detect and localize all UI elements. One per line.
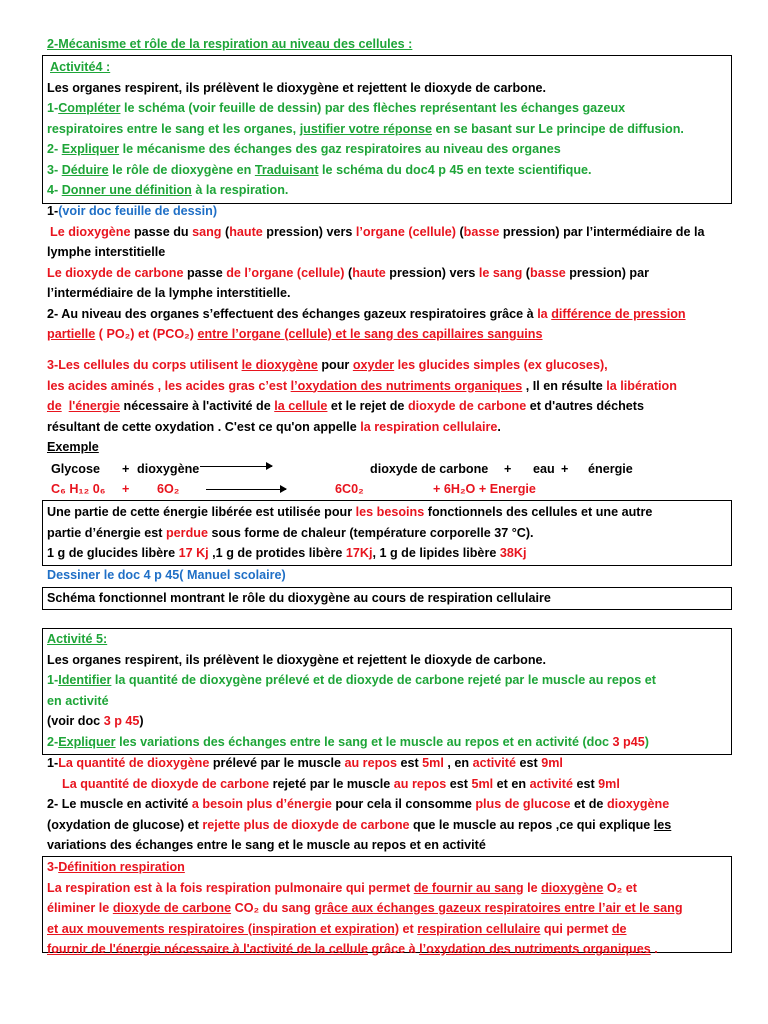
- energy-line3: 1 g de glucides libère 17 Kj ,1 g de protides libère 17Kj, 1 g de lipides libère 38Kj: [47, 546, 527, 560]
- answer1-label: 1-(voir doc feuille de dessin): [47, 204, 218, 218]
- example-title: Exemple: [47, 440, 99, 454]
- co2-quantity-line: La quantité de dioxyde de carbone rejeté par le muscle au repos est 5ml et en activité est 9ml: [62, 776, 620, 791]
- definition-line2: éliminer le dioxyde de carbone CO₂ du sang grâce aux échanges gazeux respiratoires entre l’air et le sang: [47, 901, 683, 915]
- eq-plus-3: +: [561, 462, 569, 476]
- definition-content: [47, 857, 725, 960]
- answer2-line1: 2- Au niveau des organes s’effectuent des échanges gazeux respiratoires grâce à la différence de pression: [47, 306, 686, 321]
- eq-dioxygene: dioxygène: [137, 462, 200, 476]
- eq-energie: énergie: [588, 462, 633, 476]
- energy-line1: Une partie de cette énergie libérée est utilisée pour les besoins fonctionnels des cellules et une autre: [47, 505, 653, 519]
- energy-line2: partie d’énergie est perdue sous forme de chaleur (température corporelle 37 °C).: [47, 525, 534, 540]
- eq-c6h12o6: C₆ H₁₂ 0₆: [51, 482, 106, 496]
- activity4-q1-cont: respiratoires entre le sang et les organes, justifier votre réponse en se basant sur Le principe de diffusion.: [47, 121, 684, 136]
- eq-glycose: Glycose: [51, 462, 101, 476]
- o2-exchange-line2: lymphe interstitielle: [47, 245, 166, 259]
- o2-exchange-line1: Le dioxygène passe du sang (haute pression) vers l’organe (cellule) (basse pression) par l’intermédiaire de la: [50, 224, 705, 239]
- activity4-content: [47, 57, 725, 201]
- draw-doc-instruction: Dessiner le doc 4 p 45( Manuel scolaire): [47, 568, 286, 582]
- definition-line1: La respiration est à la fois respiration pulmonaire qui permet de fournir au sang le dioxygène O₂ et: [47, 880, 637, 895]
- activity4-q2: 2- Expliquer le mécanisme des échanges des gaz respiratoires au niveau des organes: [47, 142, 561, 156]
- reaction-arrow-1: [200, 466, 272, 467]
- eq-eau: eau: [533, 462, 555, 476]
- explanation-line3: variations des échanges entre le sang et le muscle au repos et en activité: [47, 838, 486, 852]
- activity5-content: [47, 629, 725, 752]
- eq-co2-word: dioxyde de carbone: [370, 462, 489, 476]
- eq-products: + 6H₂O + Energie: [433, 482, 536, 496]
- activity5-q1: 1-Identifier la quantité de dioxygène prélevé et de dioxyde de carbone rejeté par le muscle au repos et: [47, 673, 656, 687]
- explanation-line1: 2- Le muscle en activité a besoin plus d’énergie pour cela il consomme plus de glucose et de dioxygène: [47, 797, 670, 811]
- definition-line3: et aux mouvements respiratoires (inspiration et expiration) et respiration cellulaire qui permet de: [47, 921, 627, 936]
- activity5-title: Activité 5:: [47, 632, 108, 646]
- activity5-q2: 2-Expliquer les variations des échanges entre le sang et le muscle au repos et en activité (doc 3 p45): [47, 734, 649, 749]
- answer3-line1: 3-Les cellules du corps utilisent le dioxygène pour oxyder les glucides simples (ex glucoses),: [47, 358, 608, 372]
- energy-content: [47, 502, 725, 564]
- eq-plus-2: +: [504, 462, 512, 476]
- eq-6co2: 6C0₂: [335, 482, 364, 496]
- activity5-doc-ref: (voir doc 3 p 45): [47, 714, 144, 728]
- activity4-title: Activité4 :: [50, 60, 111, 74]
- activity4-answers: [47, 201, 725, 345]
- schema-box-text: Schéma fonctionnel montrant le rôle du dioxygène au cours de respiration cellulaire: [47, 591, 551, 605]
- section-title: 2-Mécanisme et rôle de la respiration au niveau des cellules :: [47, 37, 413, 51]
- answer3-line2: les acides aminés , les acides gras c’est l’oxydation des nutriments organiques , Il en résulte la libération: [47, 378, 677, 393]
- definition-title: 3-Définition respiration: [47, 860, 185, 874]
- activity5-answers: [47, 753, 725, 856]
- activity4-intro: Les organes respirent, ils prélèvent le dioxygène et rejettent le dioxyde de carbone.: [47, 80, 547, 95]
- activity4-q1: 1-Compléter le schéma (voir feuille de dessin) par des flèches représentant les échanges gazeux: [47, 101, 626, 115]
- explanation-line2: (oxydation de glucose) et rejette plus de dioxyde de carbone que le muscle au repos ,ce qui explique les: [47, 817, 672, 832]
- activity5-q1-cont: en activité: [47, 693, 109, 708]
- eq-6o2: 6O₂: [157, 482, 180, 496]
- eq-plus-4: +: [122, 482, 130, 496]
- co2-exchange-line2: l’intermédiaire de la lymphe interstitielle.: [47, 286, 291, 300]
- o2-quantity-line: 1-La quantité de dioxygène prélevé par le muscle au repos est 5ml , en activité est 9ml: [47, 756, 563, 770]
- answer3-line3: de l'énergie nécessaire à l'activité de la cellule et le rejet de dioxyde de carbone et d'autres déchets: [47, 399, 644, 413]
- eq-plus-1: +: [122, 462, 130, 476]
- reaction-arrow-2: [206, 489, 286, 490]
- answer3-line4: résultant de cette oxydation . C'est ce qu'on appelle la respiration cellulaire.: [47, 419, 501, 434]
- answer3-block: [47, 355, 725, 458]
- activity5-intro: Les organes respirent, ils prélèvent le dioxygène et rejettent le dioxyde de carbone.: [47, 652, 547, 667]
- co2-exchange-line1: Le dioxyde de carbone passe de l’organe (cellule) (haute pression) vers le sang (basse pression) par: [47, 265, 649, 280]
- definition-line4: fournir de l'énergie nécessaire à l'activité de la cellule grâce à l’oxydation des nutriments organiques .: [47, 942, 658, 956]
- activity4-q3: 3- Déduire le rôle de dioxygène en Traduisant le schéma du doc4 p 45 en texte scientifique.: [47, 162, 592, 177]
- activity4-q4: 4- Donner une définition à la respiration.: [47, 183, 289, 197]
- answer2-line2: partielle ( PO₂) et (PCO₂) entre l’organe (cellule) et le sang des capillaires sanguins: [47, 327, 543, 341]
